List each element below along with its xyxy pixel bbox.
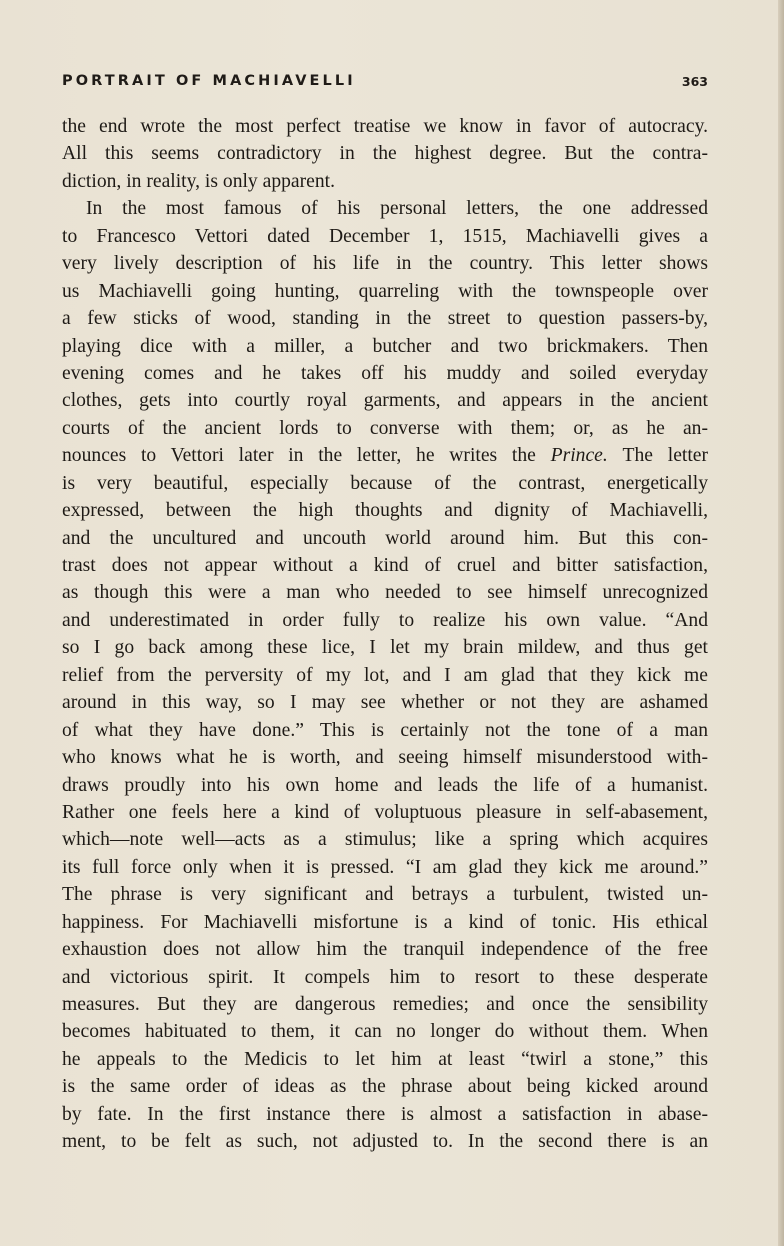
running-header	[62, 73, 708, 95]
text-line: he appeals to the Medicis to let him at least “twirl a stone,” this	[62, 1048, 708, 1070]
text-line: a few sticks of wood, standing in the street to question passers-by,	[62, 308, 708, 330]
text-line: by fate. In the first instance there is almost a satisfaction in abase-	[62, 1103, 708, 1125]
text-line: evening comes and he takes off his muddy and soiled everyday	[62, 362, 708, 384]
text-line: which—note well—acts as a stimulus; like a spring which acquires	[62, 829, 708, 851]
text-line: and the uncultured and uncouth world around him. But this con-	[62, 527, 708, 549]
text-line: its full force only when it is pressed. “I am glad they kick me around.”	[62, 856, 708, 878]
page-number: 363	[681, 74, 708, 89]
book-title-prince: Prince.	[550, 445, 608, 467]
page-edge-shadow	[778, 0, 784, 1246]
text-line: the end wrote the most perfect treatise we know in favor of autocracy.	[62, 116, 708, 137]
text-line: who knows what he is worth, and seeing himself misunderstood with-	[62, 747, 708, 769]
text-line: relief from the perversity of my lot, and I am glad that they kick me	[62, 664, 708, 686]
text-line: expressed, between the high thoughts and dignity of Machiavelli,	[62, 500, 708, 522]
text-line: All this seems contradictory in the highest degree. But the contra-	[62, 143, 708, 165]
running-title: PORTRAIT OF MACHIAVELLI	[62, 73, 356, 89]
text-line: is the same order of ideas as the phrase about being kicked around	[62, 1076, 708, 1098]
text-line: becomes habituated to them, it can no longer do without them. When	[62, 1021, 708, 1043]
text-line: us Machiavelli going hunting, quarreling with the townspeople over	[62, 280, 708, 302]
text-line: playing dice with a miller, a butcher and two brickmakers. Then	[62, 335, 708, 357]
text-line: and victorious spirit. It compels him to resort to these desperate	[62, 966, 708, 988]
text-segment: nounces to Vettori later in the letter, he writes the	[62, 445, 536, 467]
text-line: very lively description of his life in the country. This letter shows	[62, 253, 708, 275]
text-line: exhaustion does not allow him the tranquil independence of the free	[62, 939, 708, 961]
text-line: is very beautiful, especially because of the contrast, energetically	[62, 472, 708, 494]
body-text	[62, 113, 708, 1156]
text-line: measures. But they are dangerous remedies; and once the sensibility	[62, 994, 708, 1015]
text-line: ment, to be felt as such, not adjusted to. In the second there is an	[62, 1131, 708, 1153]
text-line: of what they have done.” This is certainly not the tone of a man	[62, 719, 708, 741]
text-line: happiness. For Machiavelli misfortune is a kind of tonic. His ethical	[62, 911, 708, 933]
text-line: courts of the ancient lords to converse with them; or, as he an-	[62, 417, 708, 439]
text-line: The phrase is very significant and betrays a turbulent, twisted un-	[62, 884, 708, 906]
text-line: In the most famous of his personal letters, the one addressed	[86, 198, 708, 220]
text-line: draws proudly into his own home and leads the life of a humanist.	[62, 774, 708, 796]
text-segment: The letter	[622, 445, 708, 467]
text-line: to Francesco Vettori dated December 1, 1515, Machiavelli gives a	[62, 225, 708, 247]
text-line: clothes, gets into courtly royal garments, and appears in the ancient	[62, 390, 708, 412]
text-line: and underestimated in order fully to realize his own value. “And	[62, 609, 708, 631]
text-line: trast does not appear without a kind of cruel and bitter satisfaction,	[62, 555, 708, 576]
text-line: diction, in reality, is only apparent.	[62, 170, 335, 192]
text-line: Rather one feels here a kind of voluptuous pleasure in self-abasement,	[62, 801, 708, 823]
text-line-with-title	[62, 442, 708, 469]
text-line: so I go back among these lice, I let my brain mildew, and thus get	[62, 637, 708, 659]
text-line: as though this were a man who needed to see himself unrecognized	[62, 582, 708, 604]
text-line: around in this way, so I may see whether or not they are ashamed	[62, 692, 708, 714]
